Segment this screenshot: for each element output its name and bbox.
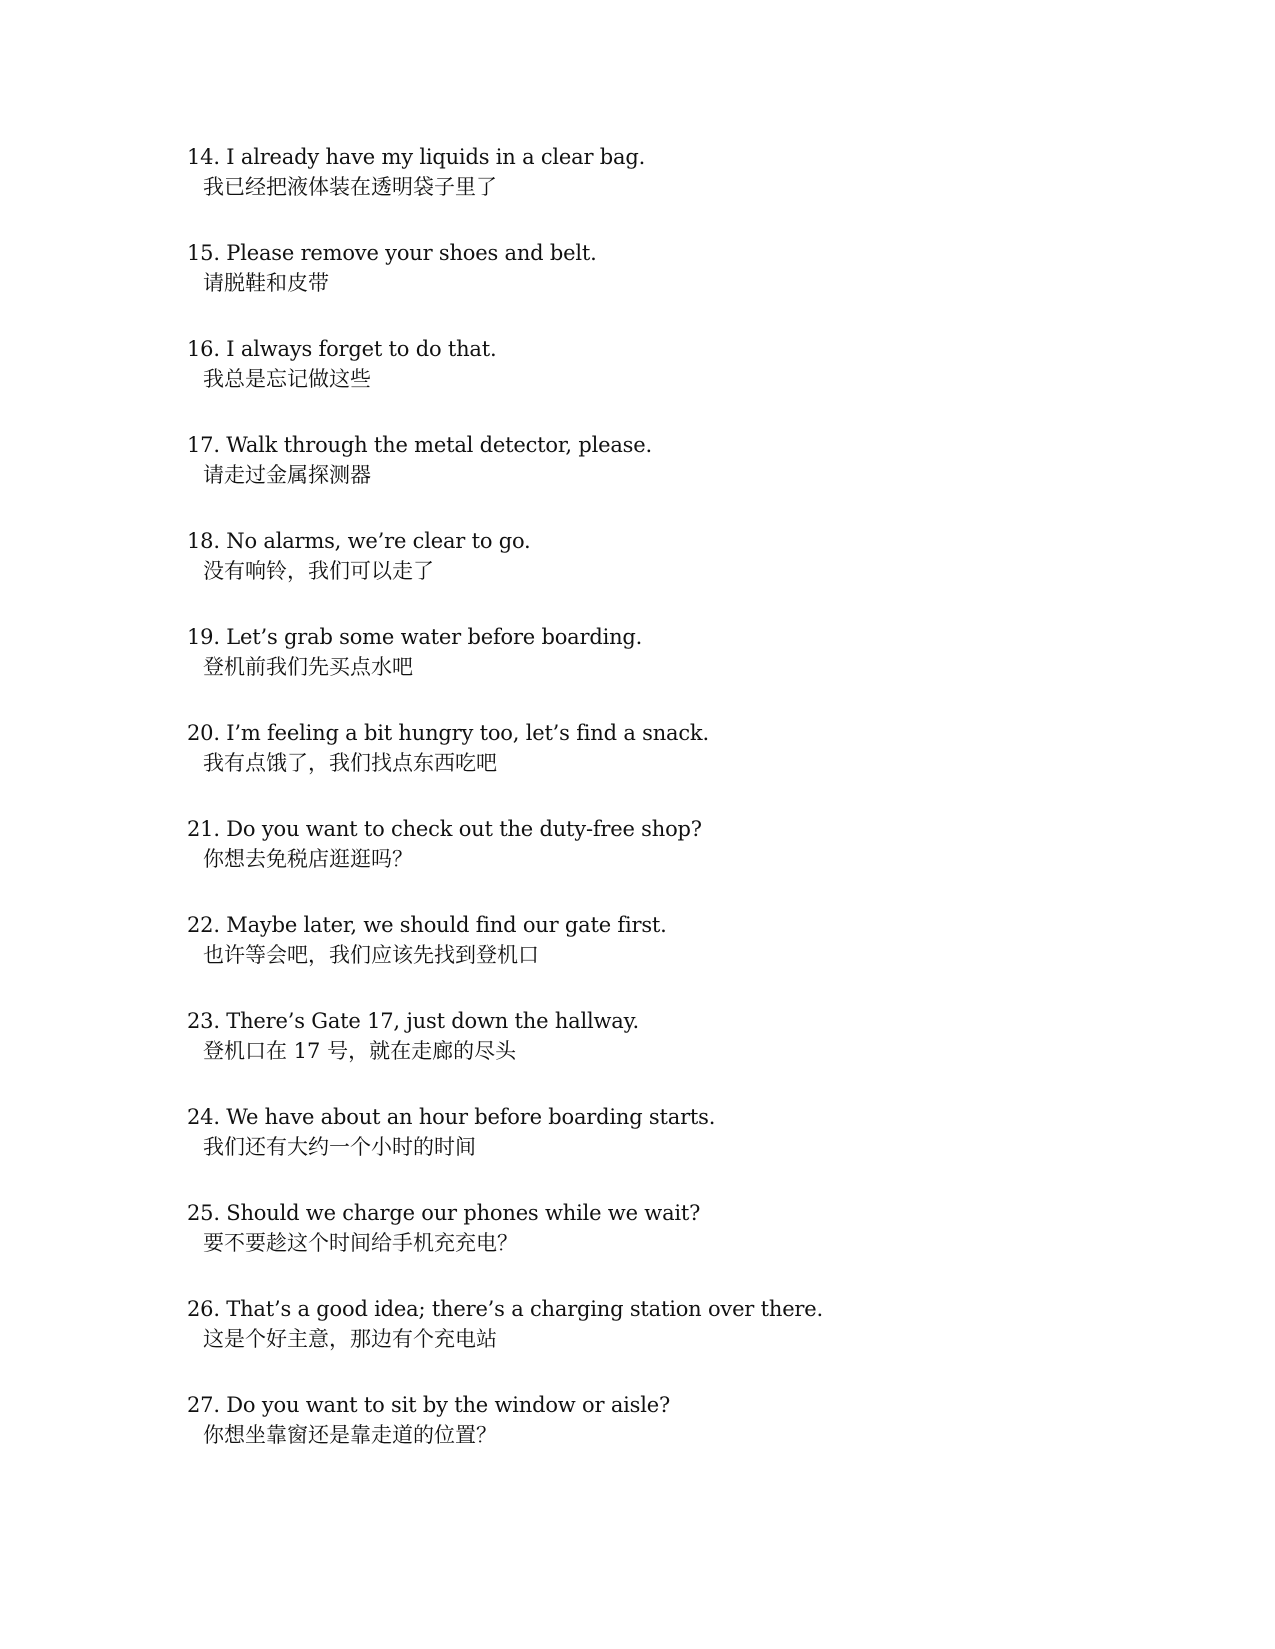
chinese-translation: 登机前我们先买点水吧 <box>203 655 413 679</box>
item-number: 16. <box>187 337 220 361</box>
item-number: 20. <box>187 721 220 745</box>
chinese-translation: 也许等会吧，我们应该先找到登机口 <box>203 943 539 967</box>
item-number: 27. <box>187 1393 220 1417</box>
chinese-translation: 我有点饿了，我们找点东西吃吧 <box>203 751 497 775</box>
item-number: 22. <box>187 913 220 937</box>
english-text: That’s a good idea; there’s a charging station over there. <box>226 1297 823 1321</box>
phrase-item <box>187 718 1087 814</box>
chinese-translation: 请走过金属探测器 <box>203 463 371 487</box>
english-text: Please remove your shoes and belt. <box>226 241 597 265</box>
item-number: 15. <box>187 241 220 265</box>
chinese-translation: 这是个好主意，那边有个充电站 <box>203 1327 497 1351</box>
english-text: Should we charge our phones while we wait? <box>226 1201 701 1225</box>
phrase-item <box>187 1390 1087 1486</box>
english-sentence <box>187 526 1087 556</box>
english-text: I always forget to do that. <box>226 337 497 361</box>
chinese-translation: 要不要趁这个时间给手机充充电？ <box>203 1231 518 1255</box>
chinese-translation: 登机口在 17 号，就在走廊的尽头 <box>203 1039 517 1063</box>
english-text: Do you want to sit by the window or aisle? <box>226 1393 671 1417</box>
english-sentence <box>187 334 1087 364</box>
chinese-translation: 我们还有大约一个小时的时间 <box>203 1135 476 1159</box>
english-text: No alarms, we’re clear to go. <box>226 529 531 553</box>
phrase-item <box>187 334 1087 430</box>
chinese-translation: 你想去免税店逛逛吗？ <box>203 847 413 871</box>
english-text: I’m feeling a bit hungry too, let’s find a snack. <box>226 721 709 745</box>
english-sentence <box>187 1006 1087 1036</box>
phrase-item <box>187 814 1087 910</box>
phrase-item <box>187 1102 1087 1198</box>
phrase-item <box>187 1294 1087 1390</box>
chinese-translation: 你想坐靠窗还是靠走道的位置？ <box>203 1423 497 1447</box>
english-text: Maybe later, we should find our gate first. <box>226 913 667 937</box>
item-number: 17. <box>187 433 220 457</box>
item-number: 25. <box>187 1201 220 1225</box>
phrase-item <box>187 142 1087 238</box>
phrase-item <box>187 622 1087 718</box>
english-sentence <box>187 1390 1087 1420</box>
english-sentence <box>187 142 1087 172</box>
item-number: 23. <box>187 1009 220 1033</box>
chinese-translation: 我总是忘记做这些 <box>203 367 371 391</box>
english-sentence <box>187 814 1087 844</box>
english-sentence <box>187 622 1087 652</box>
english-text: Walk through the metal detector, please. <box>226 433 652 457</box>
english-sentence <box>187 1294 1087 1324</box>
english-text: We have about an hour before boarding starts. <box>226 1105 716 1129</box>
item-number: 14. <box>187 145 220 169</box>
phrase-item <box>187 910 1087 1006</box>
chinese-translation: 请脱鞋和皮带 <box>203 271 329 295</box>
item-number: 21. <box>187 817 220 841</box>
chinese-translation: 我已经把液体装在透明袋子里了 <box>203 175 497 199</box>
item-number: 24. <box>187 1105 220 1129</box>
english-sentence <box>187 430 1087 460</box>
english-text: I already have my liquids in a clear bag. <box>226 145 646 169</box>
item-number: 19. <box>187 625 220 649</box>
english-text: There’s Gate 17, just down the hallway. <box>226 1009 639 1033</box>
phrase-list <box>187 142 1087 1486</box>
item-number: 18. <box>187 529 220 553</box>
phrase-item <box>187 1006 1087 1102</box>
phrase-item <box>187 526 1087 622</box>
english-text: Let’s grab some water before boarding. <box>226 625 643 649</box>
phrase-item <box>187 1198 1087 1294</box>
chinese-translation: 没有响铃，我们可以走了 <box>203 559 434 583</box>
english-sentence <box>187 238 1087 268</box>
item-number: 26. <box>187 1297 220 1321</box>
english-sentence <box>187 1198 1087 1228</box>
english-sentence <box>187 1102 1087 1132</box>
english-sentence <box>187 718 1087 748</box>
phrase-item <box>187 430 1087 526</box>
english-text: Do you want to check out the duty-free shop? <box>226 817 702 841</box>
phrase-item <box>187 238 1087 334</box>
english-sentence <box>187 910 1087 940</box>
